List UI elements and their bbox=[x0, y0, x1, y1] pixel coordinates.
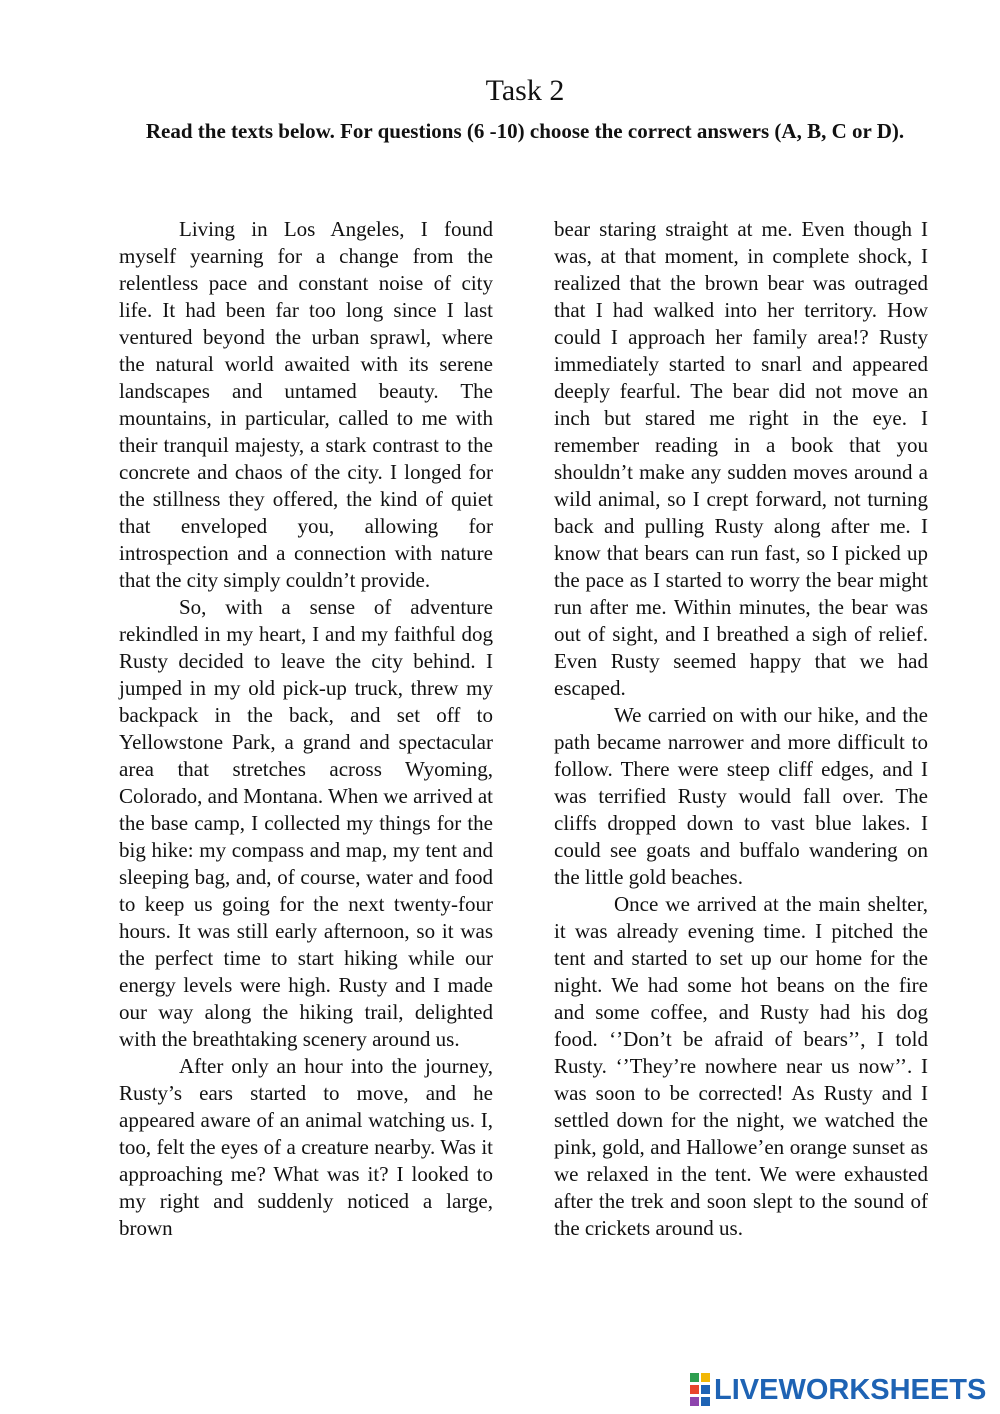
story-column-left bbox=[119, 216, 493, 1242]
story-paragraph: We carried on with our hike, and the path became narrower and more difficult to follow. There were steep cliff edges, and I was terrified Rusty would fall over. The cliffs dropped down to vast blue lakes. I could see goats and buffalo wandering on the little gold beaches. bbox=[554, 703, 928, 889]
story-paragraph: Once we arrived at the main shelter, it was already evening time. I pitched the tent and started to set up our home for the night. We had some hot beans on the fire and some coffee, and Rusty had his dog food. ‘’Don’t be afraid of bears’’, I told Rusty. ‘’They’re nowhere near us now’’. I was soon to be corrected! As Rusty and I settled down for the night, we watched the pink, gold, and Hallowe’en orange sunset as we relaxed in the tent. We were exhausted after the trek and soon slept to the sound of the crickets around us. bbox=[554, 892, 928, 1240]
task-instruction: Read the texts below. For questions (6 -10) choose the correct answers (A, B, C or D). bbox=[145, 119, 905, 143]
logo-text: LIVEWORKSHEETS bbox=[714, 1374, 987, 1406]
liveworksheets-logo-icon bbox=[690, 1373, 710, 1407]
story-paragraph: After only an hour into the journey, Rusty’s ears started to move, and he appeared aware of an animal watching us. I, too, felt the eyes of a creature nearby. Was it approaching me? What was it? I looked to my right and suddenly noticed a large, brown bbox=[119, 1054, 493, 1240]
liveworksheets-logo bbox=[690, 1372, 986, 1408]
story-paragraph-continued: bear staring straight at me. Even though I was, at that moment, in complete shock, I realized that the brown bear was outraged that I had walked into her territory. How could I approach her family area!? Rusty immediately started to snarl and appeared deeply fearful. The bear did not move an inch but stared me right in the eye. I remember reading in a book that you shouldn’t make any sudden moves around a wild animal, so I crept forward, not turning back and pulling Rusty along after me. I know that bears can run fast, so I picked up the pace as I started to worry the bear might run after me. Within minutes, the bear was out of sight, and I breathed a sigh of relief. Even Rusty seemed happy that we had escaped. bbox=[554, 217, 928, 700]
story-column-right bbox=[554, 216, 928, 1242]
story-paragraph: Living in Los Angeles, I found myself yearning for a change from the relentless pace and constant noise of city life. It had been far too long since I last ventured beyond the urban sprawl, where the natural world awaited with its serene landscapes and untamed beauty. The mountains, in particular, called to me with their tranquil majesty, a stark contrast to the concrete and chaos of the city. I longed for the stillness they offered, the kind of quiet that enveloped you, allowing for introspection and a connection with nature that the city simply couldn’t provide. bbox=[119, 217, 493, 592]
page-title: Task 2 bbox=[485, 74, 565, 107]
story-paragraph: So, with a sense of adventure rekindled in my heart, I and my faithful dog Rusty decided to leave the city behind. I jumped in my old pick-up truck, threw my backpack in the back, and set off to Yellowstone Park, a grand and spectacular area that stretches across Wyoming, Colorado, and Montana. When we arrived at the base camp, I collected my things for the big hike: my compass and map, my tent and sleeping bag, and, of course, water and food to keep us going for the next twenty-four hours. It was still early afternoon, so it was the perfect time to start hiking while our energy levels were high. Rusty and I made our way along the hiking trail, delighted with the breathtaking scenery around us. bbox=[119, 595, 493, 1051]
